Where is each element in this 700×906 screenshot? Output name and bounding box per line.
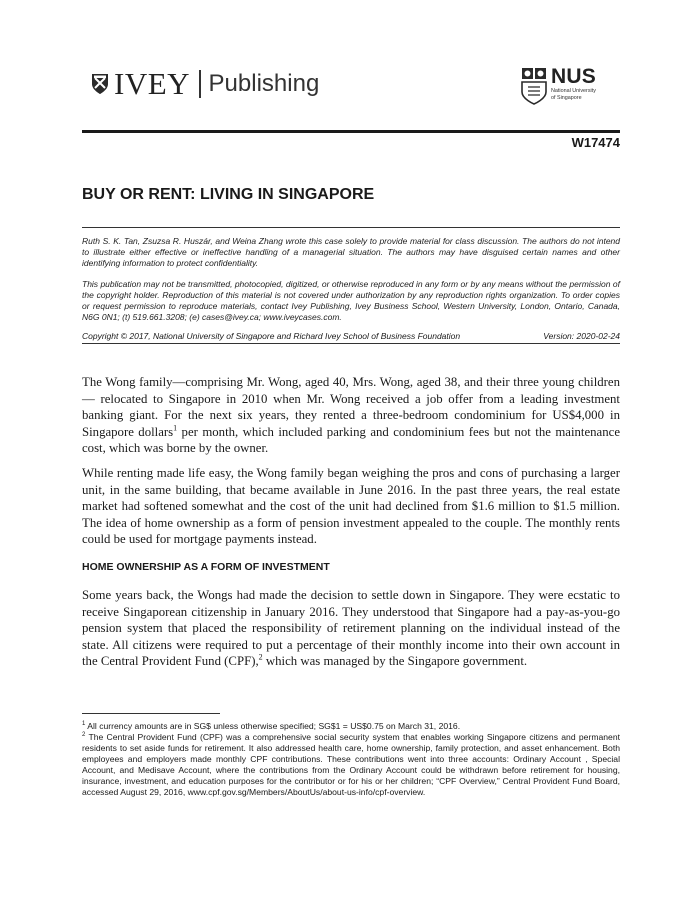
nus-logo xyxy=(520,66,620,110)
copyright-rule xyxy=(82,343,620,344)
nus-name-line1: National University xyxy=(551,88,596,94)
authorship-notice: Ruth S. K. Tan, Zsuzsa R. Huszár, and Weina Zhang wrote this case solely to provide material for class discussion. The authors do not intend to illustrate either effective or ineffective handling of a managerial situation. The authors may have disguised certain names and other identifying information to protect confidentiality. xyxy=(82,236,620,268)
permissions-notice: This publication may not be transmitted, photocopied, digitized, or otherwise reproduced in any form or by any means without the permission of the copyright holder. Reproduction of this material is not covered under authorization by any reproduction rights organization. To order copies or request permission to reproduce materials, contact Ivey Publishing, Ivey Business School, Western University, London, Ontario, Canada, N6G 0N1; (t) 519.661.3208; (e) cases@ivey.ca; www.iveycases.com. xyxy=(82,279,620,322)
footnote-2 xyxy=(82,732,620,798)
header-rule xyxy=(82,130,620,133)
footnote-ref-1: 1 xyxy=(173,423,178,433)
footnote-text: All currency amounts are in SG$ unless otherwise specified; SG$1 = US$0.75 on March 31, 2016. xyxy=(85,721,461,731)
copyright-text: Copyright © 2017, National University of Singapore and Richard Ivey School of Business Foundation xyxy=(82,331,461,341)
paragraph-text: per month, which included parking and condominium fees but not the maintenance cost, which was borne by the owner. xyxy=(82,424,620,455)
ivey-brand-text: IVEY xyxy=(114,66,191,101)
body-paragraph-2: While renting made life easy, the Wong family began weighing the pros and cons of purchasing a larger unit, in the same building, that became available in June 2016. In the past three years, the real estate market had softened somewhat and the cost of the unit had declined from $1.6 million to $1.5 million. The idea of home ownership as a form of pension investment appealed to the couple. The monthly rents could be used for mortgage payments instead. xyxy=(82,466,620,546)
nus-crest-icon xyxy=(520,66,548,106)
ivey-shield-icon xyxy=(90,72,110,96)
ivey-publishing-logo xyxy=(90,66,319,102)
logo-separator xyxy=(199,70,201,98)
paragraph-text: The Wong family—comprising Mr. Wong, aged 40, Mrs. Wong, aged 38, and their three young children— relocated to Singapore in 2010 when Mr. Wong received a job offer from a leading investment banking giant. For the next six years, they rented a three-bedroom condominium for US$4,000 in Singapore dollars xyxy=(82,375,620,439)
footnote-mark: 2 xyxy=(82,732,86,739)
footnote-text: The Central Provident Fund (CPF) was a comprehensive social security system that enables working Singapore citizens and permanent residents to set aside funds for retirement. It also addressed health care, home ownership, family protection, and asset enhancement. Both employees and employers made monthly CPF contributions. These contributions went into three accounts: Ordinary Account , Special Account, and Medisave Account, where the contributions from the Ordinary Account could be withdrawn before retirement for housing, insurance, investment, and education purposes for the contributor or for his or her children; “CPF Overview,” Central Provident Fund Board, accessed August 29, 2016, www.cpf.gov.sg/Members/AboutUs/about-us-info/cpf-overview. xyxy=(82,732,620,797)
footnote-ref-2: 2 xyxy=(258,652,263,662)
nus-name-line2: of Singapore xyxy=(551,95,582,102)
publishing-text: Publishing xyxy=(208,70,320,97)
paragraph-text: which was managed by the Singapore government. xyxy=(262,654,528,668)
body-paragraph-3 xyxy=(82,587,620,670)
footnote-1 xyxy=(82,721,620,732)
paragraph-text: Some years back, the Wongs had made the decision to settle down in Singapore. They were ecstatic to receive Singaporean citizenship in January 2016. They understood that Singapore had a pay-as-you-go pension system that placed the responsibility of retirement planning on the individual instead of the state. All citizens were required to put a percentage of their monthly income into their own account in the Central Provident Fund (CPF), xyxy=(82,588,620,668)
title-rule xyxy=(82,227,620,228)
section-heading: HOME OWNERSHIP AS A FORM OF INVESTMENT xyxy=(82,561,330,573)
footnote-rule xyxy=(82,713,220,714)
footnote-mark: 1 xyxy=(82,721,86,728)
nus-brand-text: NUS xyxy=(551,65,596,88)
case-number: W17474 xyxy=(571,135,620,150)
version-text: Version: 2020-02-24 xyxy=(543,331,620,341)
page-title: BUY OR RENT: LIVING IN SINGAPORE xyxy=(82,186,375,203)
body-paragraph-1 xyxy=(82,374,620,457)
copyright-row xyxy=(82,331,620,342)
